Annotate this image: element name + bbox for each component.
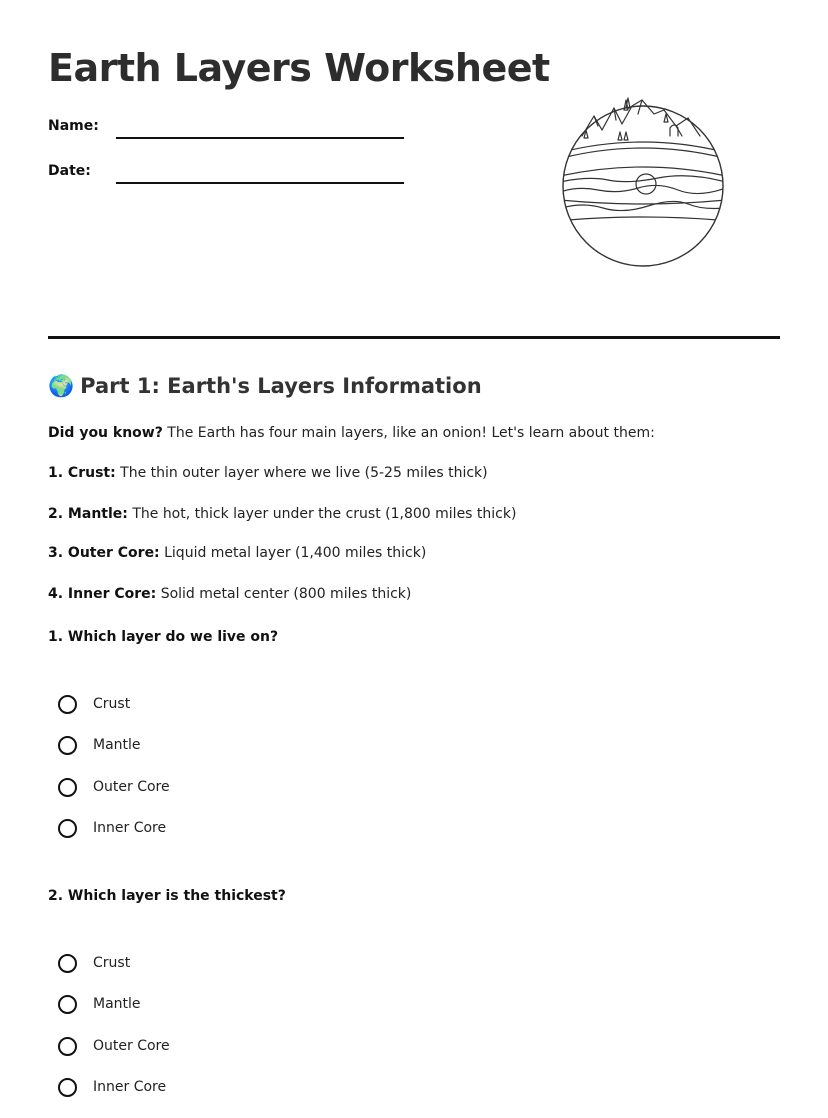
name-field[interactable] [116, 137, 404, 139]
worksheet-title: Earth Layers Worksheet [48, 46, 550, 90]
intro-text: Did you know? The Earth has four main layers, like an onion! Let's learn about them: [48, 425, 655, 441]
name-label: Name: [48, 118, 99, 134]
radio-button[interactable] [58, 1037, 77, 1056]
layer-outer-core: 3. Outer Core: Liquid metal layer (1,400 miles thick) [48, 545, 427, 561]
q2-option-mantle[interactable]: Mantle [58, 992, 141, 1016]
radio-button[interactable] [58, 695, 77, 714]
q2-option-outer-core[interactable]: Outer Core [58, 1034, 170, 1058]
section-divider [48, 336, 780, 339]
q2-option-inner-core[interactable]: Inner Core [58, 1075, 166, 1099]
q1-option-crust[interactable]: Crust [58, 692, 130, 716]
q1-option-outer-core[interactable]: Outer Core [58, 775, 170, 799]
part1-title-text: Part 1: Earth's Layers Information [80, 374, 482, 398]
q1-option-inner-core[interactable]: Inner Core [58, 816, 166, 840]
layer-crust: 1. Crust: The thin outer layer where we live (5-25 miles thick) [48, 465, 488, 481]
layer-mantle: 2. Mantle: The hot, thick layer under the crust (1,800 miles thick) [48, 506, 517, 522]
q1-option-mantle[interactable]: Mantle [58, 733, 141, 757]
date-field[interactable] [116, 182, 404, 184]
radio-button[interactable] [58, 819, 77, 838]
radio-button[interactable] [58, 1078, 77, 1097]
radio-button[interactable] [58, 736, 77, 755]
question-1-prompt: 1. Which layer do we live on? [48, 629, 279, 645]
radio-button[interactable] [58, 778, 77, 797]
layer-inner-core: 4. Inner Core: Solid metal center (800 miles thick) [48, 586, 412, 602]
radio-button[interactable] [58, 954, 77, 973]
part1-title [48, 374, 482, 399]
date-label: Date: [48, 163, 91, 179]
earth-layers-illustration-icon [558, 96, 728, 268]
radio-button[interactable] [58, 995, 77, 1014]
q2-option-crust[interactable]: Crust [58, 951, 130, 975]
intro-bold: Did you know? [48, 425, 163, 441]
question-2-prompt: 2. Which layer is the thickest? [48, 888, 286, 904]
globe-icon: 🌍 [48, 374, 75, 398]
